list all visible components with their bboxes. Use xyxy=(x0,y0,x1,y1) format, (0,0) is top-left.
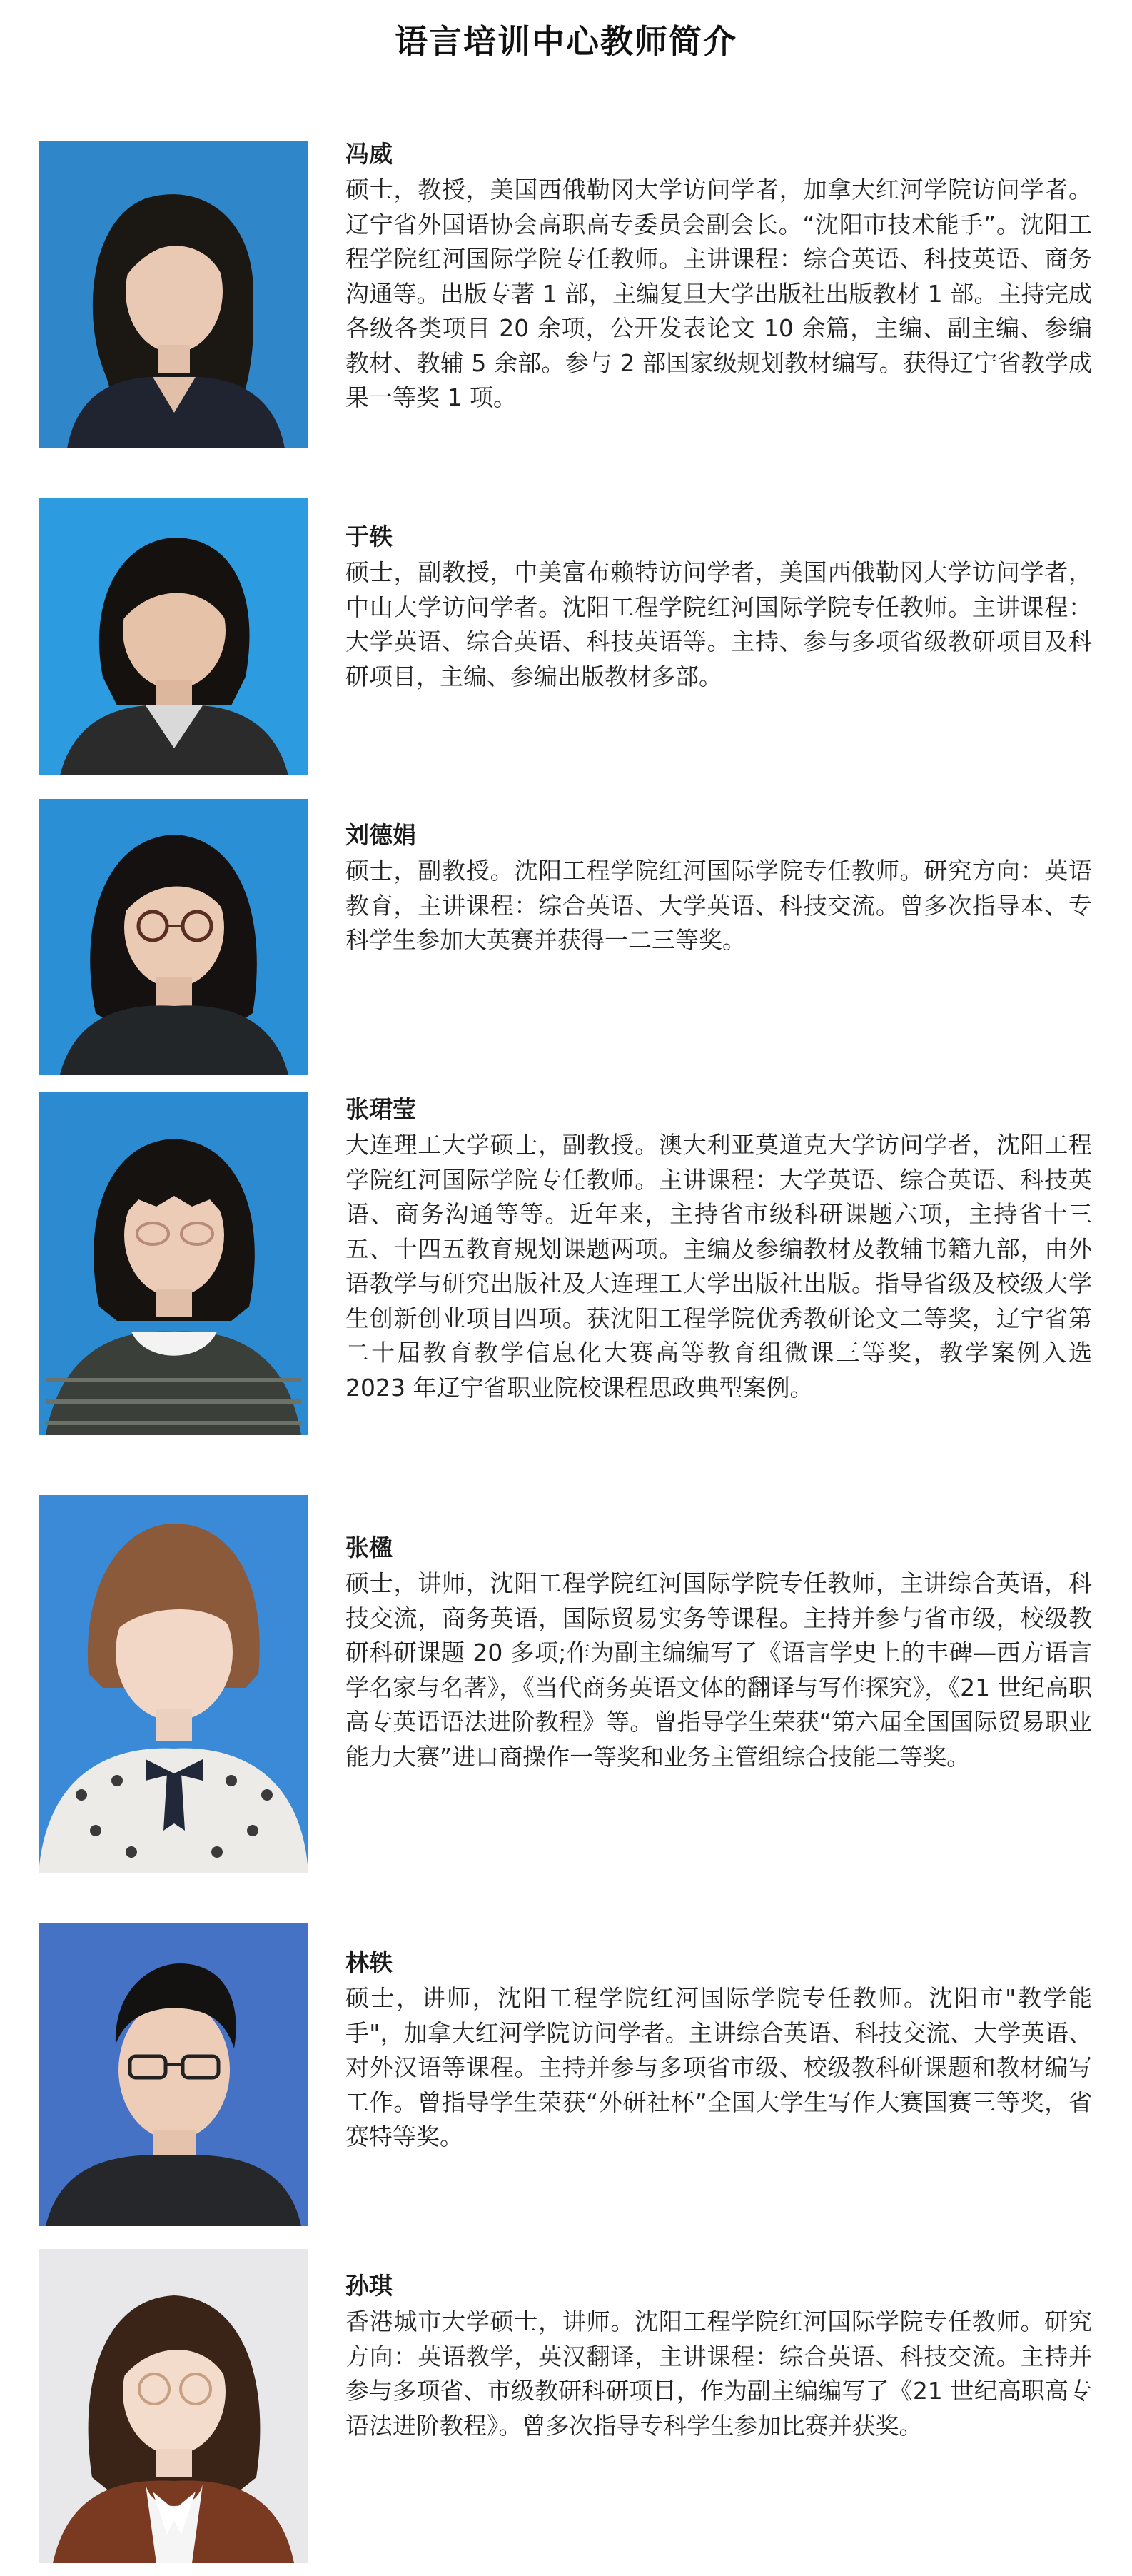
teacher-bio: 硕士，教授，美国西俄勒冈大学访问学者，加拿大红河学院访问学者。辽宁省外国语协会高职高专委员会副会长。“沈阳市技术能手”。沈阳工程学院红河国际学院专任教师。主讲课程：综合英语、科技英语、商务沟通等。出版专著 1 部，主编复旦大学出版社出版教材 1 部。主持完成各级各类项目 20 余项，公开发表论文 10 余篇，主编、副主编、参编教材、教辅 5 余部。参与 2 部国家级规划教材编写。获得辽宁省教学成果一等奖 1 项。 xyxy=(345,176,1092,411)
teacher-bio: 硕士，讲师，沈阳工程学院红河国际学院专任教师，主讲综合英语，科技交流，商务英语，国际贸易实务等课程。主持并参与省市级，校级教研科研课题 20 多项;作为副主编编写了《语言学史上的丰碑—西方语言学名家与名著》，《当代商务英语文体的翻译与写作探究》，《21 世纪高职高专英语语法进阶教程》等。曾指导学生荣获“第六届全国国际贸易职业能力大赛”进口商操作一等奖和业务主管组综合技能二等奖。 xyxy=(345,1569,1092,1771)
teacher-name: 冯威 xyxy=(345,140,393,168)
teacher-name: 刘德娟 xyxy=(345,821,416,849)
teacher-bio: 硕士，副教授，中美富布赖特访问学者，美国西俄勒冈大学访问学者，中山大学访问学者。沈阳工程学院红河国际学院专任教师。主讲课程：大学英语、综合英语、科技英语等。主持、参与多项省级教研项目及科研项目，主编、参编出版教材多部。 xyxy=(345,558,1092,690)
teacher-name: 林轶 xyxy=(345,1948,393,1976)
teacher-photo xyxy=(39,141,308,448)
teacher-bio: 硕士，副教授。沈阳工程学院红河国际学院专任教师。研究方向：英语教育，主讲课程：综合英语、大学英语、科技交流。曾多次指导本、专科学生参加大英赛并获得一二三等奖。 xyxy=(345,857,1092,954)
teacher-name: 于轶 xyxy=(345,523,393,550)
teacher-photo xyxy=(39,1495,308,1873)
teacher-bio: 大连理工大学硕士，副教授。澳大利亚莫道克大学访问学者，沈阳工程学院红河国际学院专任教师。主讲课程：大学英语、综合英语、科技英语、商务沟通等等。近年来，主持省市级科研课题六项，主持省十三五、十四五教育规划课题两项。主编及参编教材及教辅书籍九部，由外语教学与研究出版社及大连理工大学出版社出版。指导省级及校级大学生创新创业项目四项。获沈阳工程学院优秀教研论文二等奖，辽宁省第二十届教育教学信息化大赛高等教育组微课三等奖，教学案例入选 2023 年辽宁省职业院校课程思政典型案例。 xyxy=(345,1131,1092,1402)
teacher-photo xyxy=(39,2249,308,2563)
teacher-bio: 硕士，讲师，沈阳工程学院红河国际学院专任教师。沈阳市"教学能手"，加拿大红河学院访问学者。主讲综合英语、科技交流、大学英语、对外汉语等课程。主持并参与多项省市级、校级教科研课题和教材编写工作。曾指导学生荣获“外研社杯”全国大学生写作大赛国赛三等奖，省赛特等奖。 xyxy=(345,1984,1092,2150)
teacher-photo xyxy=(39,1923,308,2226)
teacher-photo xyxy=(39,498,308,775)
teacher-photo xyxy=(39,1092,308,1435)
teacher-name: 张楹 xyxy=(345,1534,393,1561)
teacher-photo xyxy=(39,799,308,1075)
page-title: 语言培训中心教师简介 xyxy=(395,22,737,61)
teacher-name: 孙琪 xyxy=(345,2272,393,2300)
teacher-bio: 香港城市大学硕士，讲师。沈阳工程学院红河国际学院专任教师。研究方向：英语教学，英汉翻译，主讲课程：综合英语、科技交流。主持并参与多项省、市级教研科研项目，作为副主编编写了《21 世纪高职高专语法进阶教程》。曾多次指导专科学生参加比赛并获奖。 xyxy=(345,2308,1092,2440)
teacher-name: 张珺莹 xyxy=(345,1095,416,1123)
